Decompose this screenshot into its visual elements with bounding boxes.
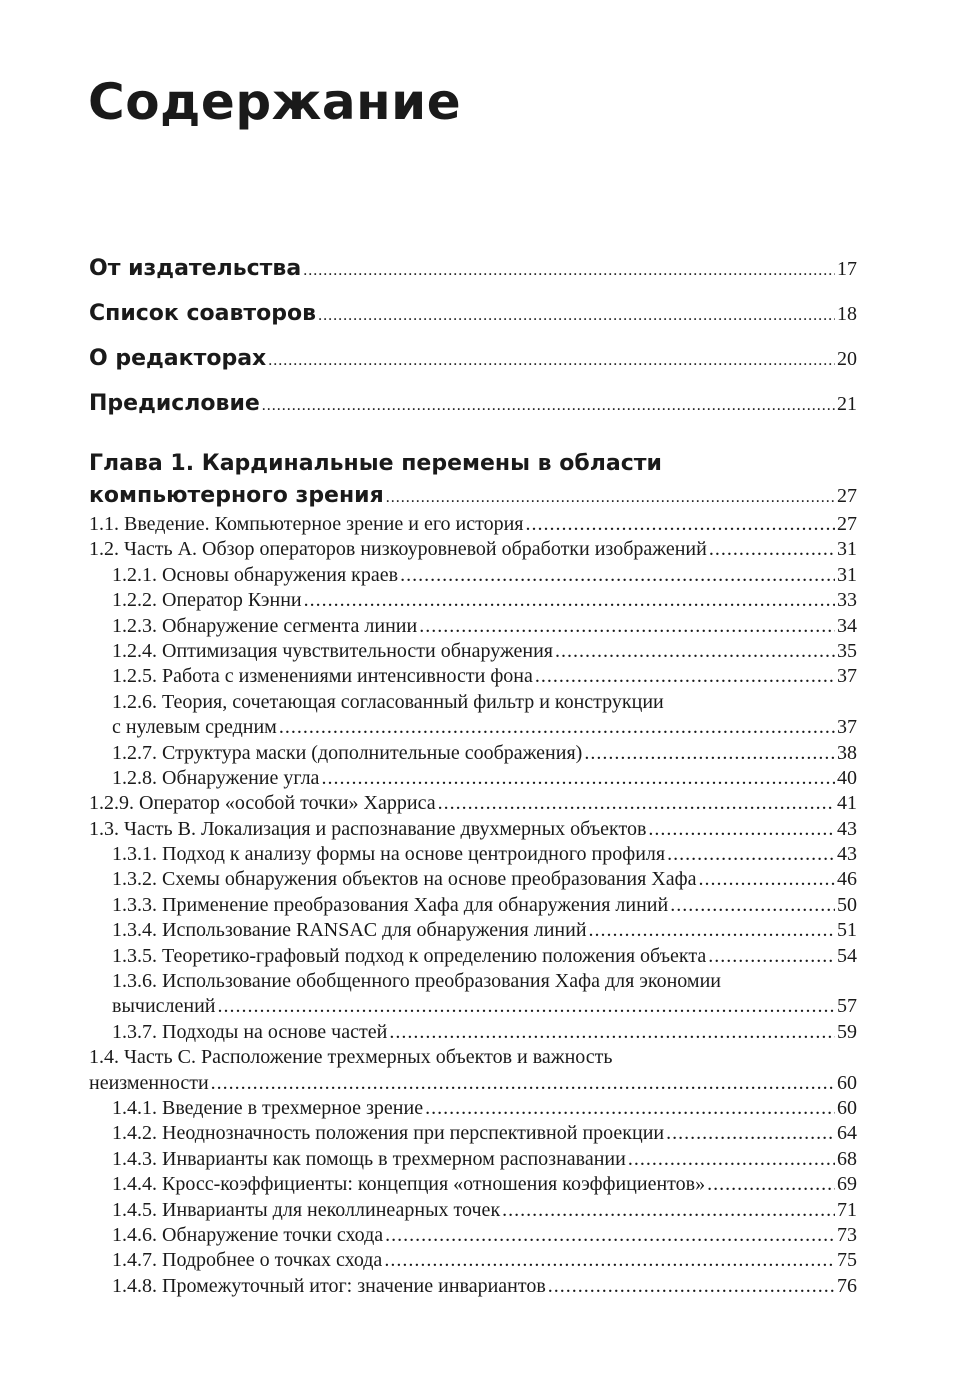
- toc-entry-label: 1.2.1. Основы обнаружения краев: [112, 563, 399, 586]
- toc-entry-label: 1.4.5. Инварианты для неколлинеарных точек: [112, 1198, 501, 1221]
- dot-leader: [648, 817, 835, 842]
- toc-entry-1-3-5[interactable]: [89, 944, 857, 969]
- toc-entry-1-3-6-line1[interactable]: 1.3.6. Использование обобщенного преобразования Хафа для экономии: [112, 970, 721, 993]
- toc-entry-label: Предисловие: [89, 391, 260, 416]
- dot-leader: [525, 512, 835, 537]
- toc-entry-label: О редакторах: [89, 346, 267, 371]
- toc-page-number: 27: [837, 513, 857, 535]
- toc-entry-label: 1.2.4. Оптимизация чувствительности обнаружения: [112, 639, 553, 662]
- toc-entry-label: От издательства: [89, 256, 302, 281]
- toc-entry-1-4-5[interactable]: [89, 1198, 857, 1223]
- toc-entry-publisher[interactable]: [89, 254, 857, 299]
- toc-entry-label: 1.1. Введение. Компьютерное зрение и его история: [89, 513, 524, 535]
- toc-page-number: 64: [837, 1122, 857, 1145]
- toc-page-number: 35: [837, 639, 857, 662]
- dot-leader: [535, 664, 835, 689]
- toc-page-number: 59: [837, 1020, 857, 1043]
- toc-page-number: 40: [837, 766, 857, 789]
- toc-entry-label: 1.4.8. Промежуточный итог: значение инвариантов: [112, 1274, 546, 1297]
- toc-entry-1-1[interactable]: [89, 512, 857, 537]
- toc-entry-label: 1.2.9. Оператор «особой точки» Харриса: [89, 792, 436, 815]
- dot-leader: [384, 1248, 835, 1273]
- dot-leader: [709, 537, 835, 562]
- dot-leader: [268, 344, 835, 376]
- toc-page-number: 17: [837, 258, 857, 280]
- toc-page-number: 57: [837, 995, 857, 1018]
- dot-leader: [502, 1198, 835, 1223]
- toc-entry-1-2-7[interactable]: [89, 741, 857, 766]
- dot-leader: [707, 1172, 835, 1197]
- toc-page-number: 75: [837, 1249, 857, 1272]
- toc-page-number: 69: [837, 1173, 857, 1196]
- toc-entry-label: 1.2.8. Обнаружение угла: [112, 766, 320, 789]
- toc-page-number: 37: [837, 716, 857, 739]
- toc-entry-label: 1.3.5. Теоретико-графовый подход к определению положения объекта: [112, 944, 707, 967]
- toc-entry-label: 1.3.7. Подходы на основе частей: [112, 1020, 388, 1043]
- toc-entry-1-4-8[interactable]: [89, 1274, 857, 1299]
- toc-entry-label: 1.2.2. Оператор Кэнни: [112, 589, 302, 612]
- toc-entry-label: 1.3.3. Применение преобразования Хафа для обнаружения линий: [112, 893, 669, 916]
- dot-leader: [425, 1096, 835, 1121]
- page-title: Содержание: [88, 73, 462, 131]
- toc-entry-1-2-6-line1[interactable]: 1.2.6. Теория, сочетающая согласованный фильтр и конструкции: [112, 690, 664, 713]
- dot-leader: [400, 563, 835, 588]
- toc-entry-chapter-1[interactable]: [89, 480, 857, 512]
- toc-entry-1-2-1[interactable]: [89, 563, 857, 588]
- toc-page-number: 18: [837, 303, 857, 325]
- toc-page-number: 34: [837, 614, 857, 637]
- toc-page-number: 20: [837, 348, 857, 370]
- toc-page-number: 37: [837, 665, 857, 688]
- toc-page-number: 76: [837, 1274, 857, 1297]
- toc-entry-1-3-7[interactable]: [89, 1020, 857, 1045]
- toc-entry-label: 1.3.2. Схемы обнаружения объектов на основе преобразования Хафа: [112, 868, 697, 891]
- dot-leader: [438, 791, 835, 816]
- dot-leader: [386, 480, 835, 514]
- toc-page-number: 31: [837, 563, 857, 586]
- dot-leader: [218, 994, 836, 1019]
- toc-entry-label: 1.2.7. Структура маски (дополнительные соображения): [112, 741, 583, 764]
- toc-entry-label: 1.4.4. Кросс-коэффициенты: концепция «отношения коэффициентов»: [112, 1173, 706, 1196]
- dot-leader: [318, 299, 835, 331]
- toc-entry-coauthors[interactable]: [89, 299, 857, 344]
- dot-leader: [666, 1121, 835, 1146]
- toc-entry-1-4-1[interactable]: [89, 1096, 857, 1121]
- dot-leader: [667, 842, 835, 867]
- dot-leader: [279, 715, 835, 740]
- toc-page-number: 71: [837, 1198, 857, 1221]
- toc-entry-label: 1.4.6. Обнаружение точки схода: [112, 1223, 384, 1246]
- dot-leader: [389, 1020, 835, 1045]
- toc-entry-label: 1.3.4. Использование RANSAC для обнаружения линий: [112, 919, 587, 942]
- dot-leader: [708, 944, 835, 969]
- toc-entry-1-3-6[interactable]: [89, 994, 857, 1019]
- dot-leader: [419, 614, 835, 639]
- chapter-title-continuation: компьютерного зрения: [89, 483, 384, 508]
- toc-entry-label: 1.4.1. Введение в трехмерное зрение: [112, 1096, 424, 1119]
- toc-entry-1-2-5[interactable]: [89, 664, 857, 689]
- toc-page-number: 50: [837, 893, 857, 916]
- toc-page-number: 46: [837, 868, 857, 891]
- toc-entry-1-4-7[interactable]: [89, 1248, 857, 1273]
- dot-leader: [262, 389, 835, 421]
- toc-entry-label: вычислений: [112, 995, 216, 1018]
- toc-entry-1-2-8[interactable]: [89, 766, 857, 791]
- toc-page-number: 68: [837, 1147, 857, 1170]
- toc-entry-1-4-2[interactable]: [89, 1121, 857, 1146]
- toc-entry-label: 1.2. Часть А. Обзор операторов низкоуровневой обработки изображений: [89, 538, 707, 561]
- toc-entry-1-2-6[interactable]: [89, 715, 857, 740]
- toc-page-number: 60: [837, 1071, 857, 1094]
- dot-leader: [304, 588, 835, 613]
- toc-page-number: 51: [837, 919, 857, 942]
- toc-page-number: 33: [837, 589, 857, 612]
- toc-entry-label: Список соавторов: [89, 301, 317, 326]
- toc-entry-label: 1.4.3. Инварианты как помощь в трехмерном распознавании: [112, 1147, 626, 1170]
- toc-entry-label: 1.2.5. Работа с изменениями интенсивности фона: [112, 665, 533, 688]
- toc-page-number: 60: [837, 1096, 857, 1119]
- dot-leader: [555, 639, 835, 664]
- toc-page-number: 73: [837, 1223, 857, 1246]
- toc-page-number: 41: [837, 792, 857, 815]
- toc-entry-1-3-2[interactable]: [89, 867, 857, 892]
- toc-page-number: 31: [837, 538, 857, 561]
- toc-entry-1-4-3[interactable]: [89, 1147, 857, 1172]
- dot-leader: [584, 741, 835, 766]
- toc-entry-label: 1.4.7. Подробнее о точках схода: [112, 1249, 383, 1272]
- toc-page-number: 43: [837, 843, 857, 866]
- dot-leader: [211, 1071, 835, 1096]
- toc-page-number: 38: [837, 741, 857, 764]
- dot-leader: [303, 254, 835, 286]
- toc-entry-label: 1.2.3. Обнаружение сегмента линии: [112, 614, 418, 637]
- toc-entry-1-4-4[interactable]: [89, 1172, 857, 1197]
- dot-leader: [698, 867, 835, 892]
- toc-entry-1-2-9[interactable]: [89, 791, 857, 816]
- dot-leader: [628, 1147, 835, 1172]
- toc-entry-label: 1.4.2. Неоднозначность положения при перспективной проекции: [112, 1122, 665, 1145]
- table-of-contents: [89, 254, 857, 1299]
- toc-entry-1-3-4[interactable]: [89, 918, 857, 943]
- toc-entry-1-3[interactable]: [89, 817, 857, 842]
- toc-entry-1-2-4[interactable]: [89, 639, 857, 664]
- toc-page-number: 43: [837, 817, 857, 840]
- toc-entry-label: неизменности: [89, 1071, 209, 1094]
- toc-page-number: 54: [837, 944, 857, 967]
- toc-entry-preface[interactable]: [89, 389, 857, 434]
- toc-page-number: 27: [837, 485, 857, 507]
- dot-leader: [548, 1274, 835, 1299]
- chapter-title-line[interactable]: Глава 1. Кардинальные перемены в области: [89, 451, 662, 476]
- toc-entry-1-4-line1[interactable]: 1.4. Часть C. Расположение трехмерных объектов и важность: [89, 1046, 613, 1069]
- toc-page-number: 21: [837, 393, 857, 415]
- dot-leader: [321, 766, 835, 791]
- toc-entry-1-3-3[interactable]: [89, 893, 857, 918]
- toc-entry-1-4-6[interactable]: [89, 1223, 857, 1248]
- toc-entry-editors[interactable]: [89, 344, 857, 389]
- toc-entry-1-3-1[interactable]: [89, 842, 857, 867]
- dot-leader: [385, 1223, 835, 1248]
- toc-entry-1-4[interactable]: [89, 1071, 857, 1096]
- toc-entry-label: 1.3. Часть B. Локализация и распознавание двухмерных объектов: [89, 817, 647, 840]
- dot-leader: [589, 918, 835, 943]
- toc-entry-1-2-2[interactable]: [89, 588, 857, 613]
- dot-leader: [670, 893, 835, 918]
- toc-entry-label: с нулевым средним: [112, 716, 277, 739]
- toc-entry-1-2[interactable]: [89, 537, 857, 562]
- toc-entry-1-2-3[interactable]: [89, 614, 857, 639]
- toc-entry-label: 1.3.1. Подход к анализу формы на основе центроидного профиля: [112, 843, 666, 866]
